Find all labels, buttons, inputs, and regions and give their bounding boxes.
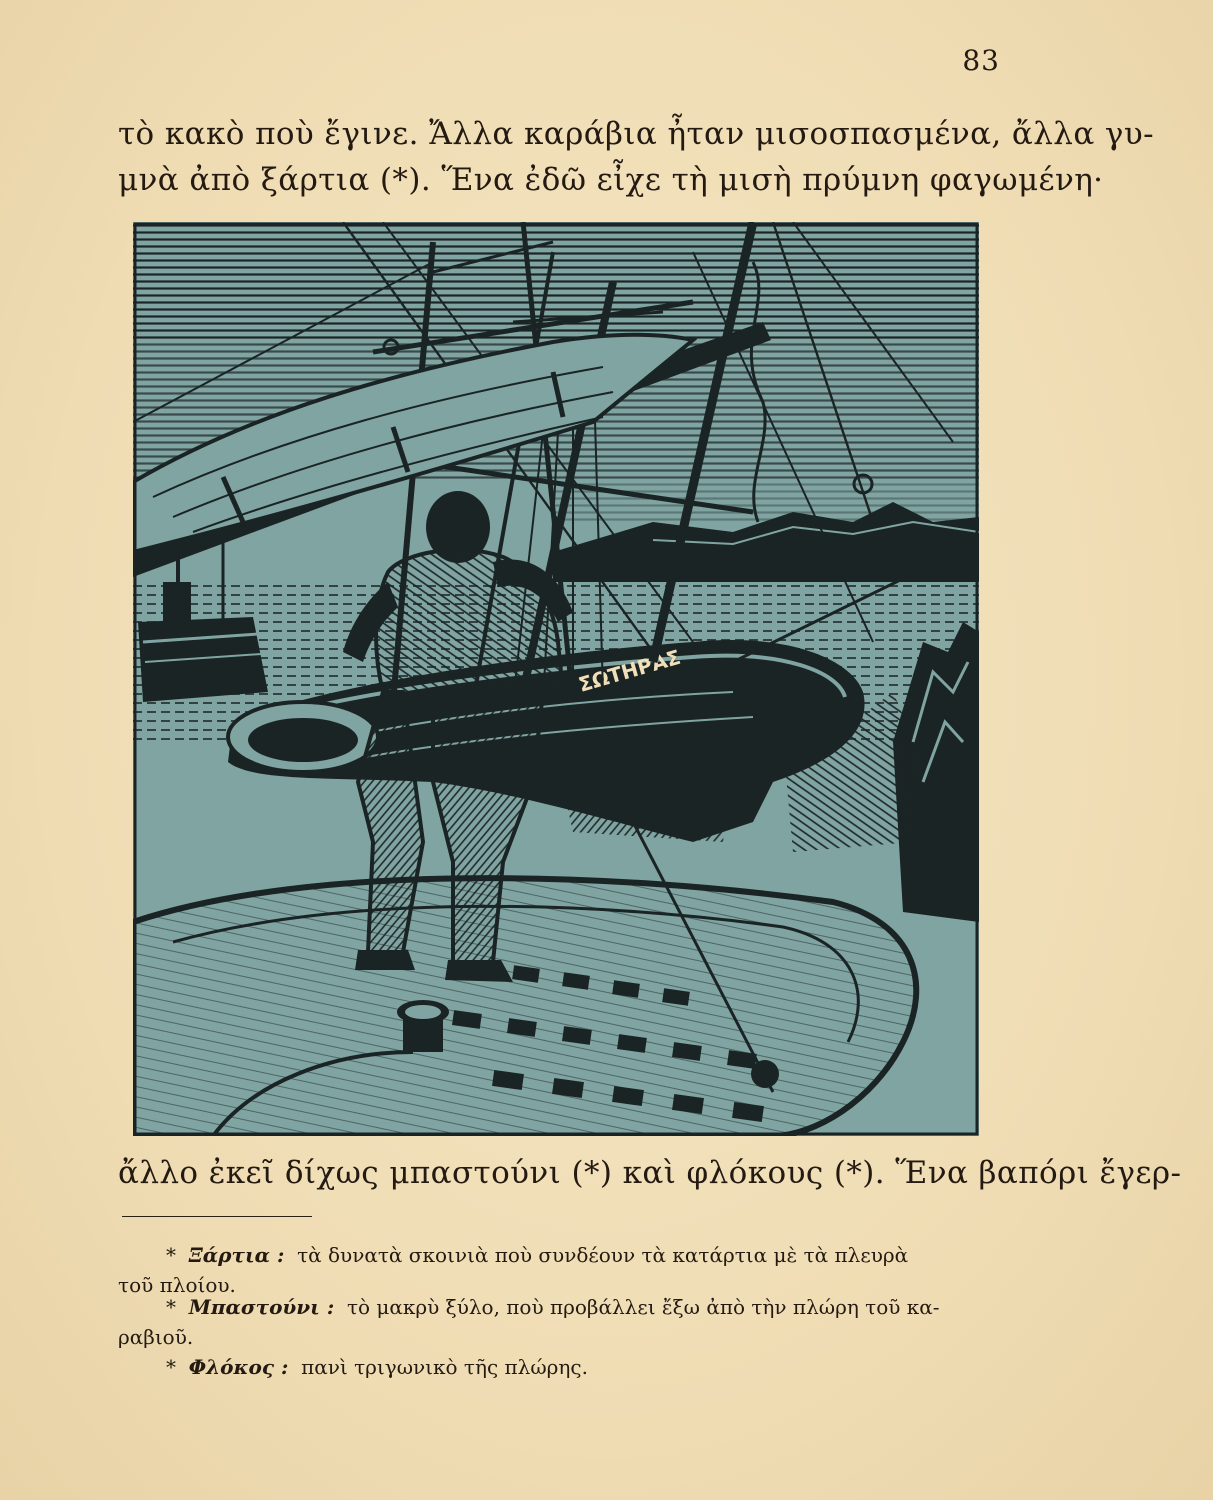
footnote-2-text: τὸ μακρὺ ξύλο, ποὺ προβάλλει ἔξω ἀπὸ τὴν πλώρη τοῦ κα-	[346, 1295, 940, 1319]
footnote-1	[118, 1240, 1000, 1300]
ship-name-label: ΣΩΤΗΡΑΣ	[575, 644, 684, 697]
body-text-line-1: τὸ κακὸ ποὺ ἔγινε. Ἄλλα καράβια ἦταν μισοσπασμένα, ἄλλα γυ-	[118, 116, 1154, 152]
engraving-svg	[133, 222, 979, 1136]
page-number: 83	[962, 44, 1000, 77]
footnote-3-text: πανὶ τριγωνικὸ τῆς πλώρης.	[301, 1355, 588, 1379]
footnote-1-term: Ξάρτια :	[188, 1243, 285, 1267]
footnote-1-continuation: τοῦ πλοίου.	[118, 1273, 236, 1297]
footnote-1-first-line	[118, 1240, 1000, 1270]
footnote-separator	[122, 1216, 312, 1217]
footnote-1-text: τὰ δυνατὰ σκοινιὰ ποὺ συνδέουν τὰ κατάρτια μὲ τὰ πλευρὰ	[297, 1243, 909, 1267]
footnote-2-continuation: ραβιοῦ.	[118, 1325, 194, 1349]
footnote-3	[118, 1352, 1000, 1382]
footnote-2-marker: *	[166, 1295, 176, 1319]
body-text-line-3: ἄλλο ἐκεῖ δίχως μπαστούνι (*) καὶ φλόκους (*). Ἕνα βαπόρι ἔγερ-	[118, 1155, 1182, 1191]
footnote-2	[118, 1292, 1000, 1352]
footnote-2-first-line	[118, 1292, 1000, 1322]
ship-wreck-illustration	[133, 222, 979, 1136]
footnote-2-term: Μπαστούνι :	[188, 1295, 335, 1319]
footnote-3-marker: *	[166, 1355, 176, 1379]
body-text-line-2: μνὰ ἀπὸ ξάρτια (*). Ἕνα ἐδῶ εἶχε τὴ μισὴ πρύμνη φαγωμένη·	[118, 162, 1104, 198]
footnote-1-marker: *	[166, 1243, 176, 1267]
footnote-3-first-line	[118, 1352, 1000, 1382]
footnote-3-term: Φλόκος :	[188, 1355, 289, 1379]
